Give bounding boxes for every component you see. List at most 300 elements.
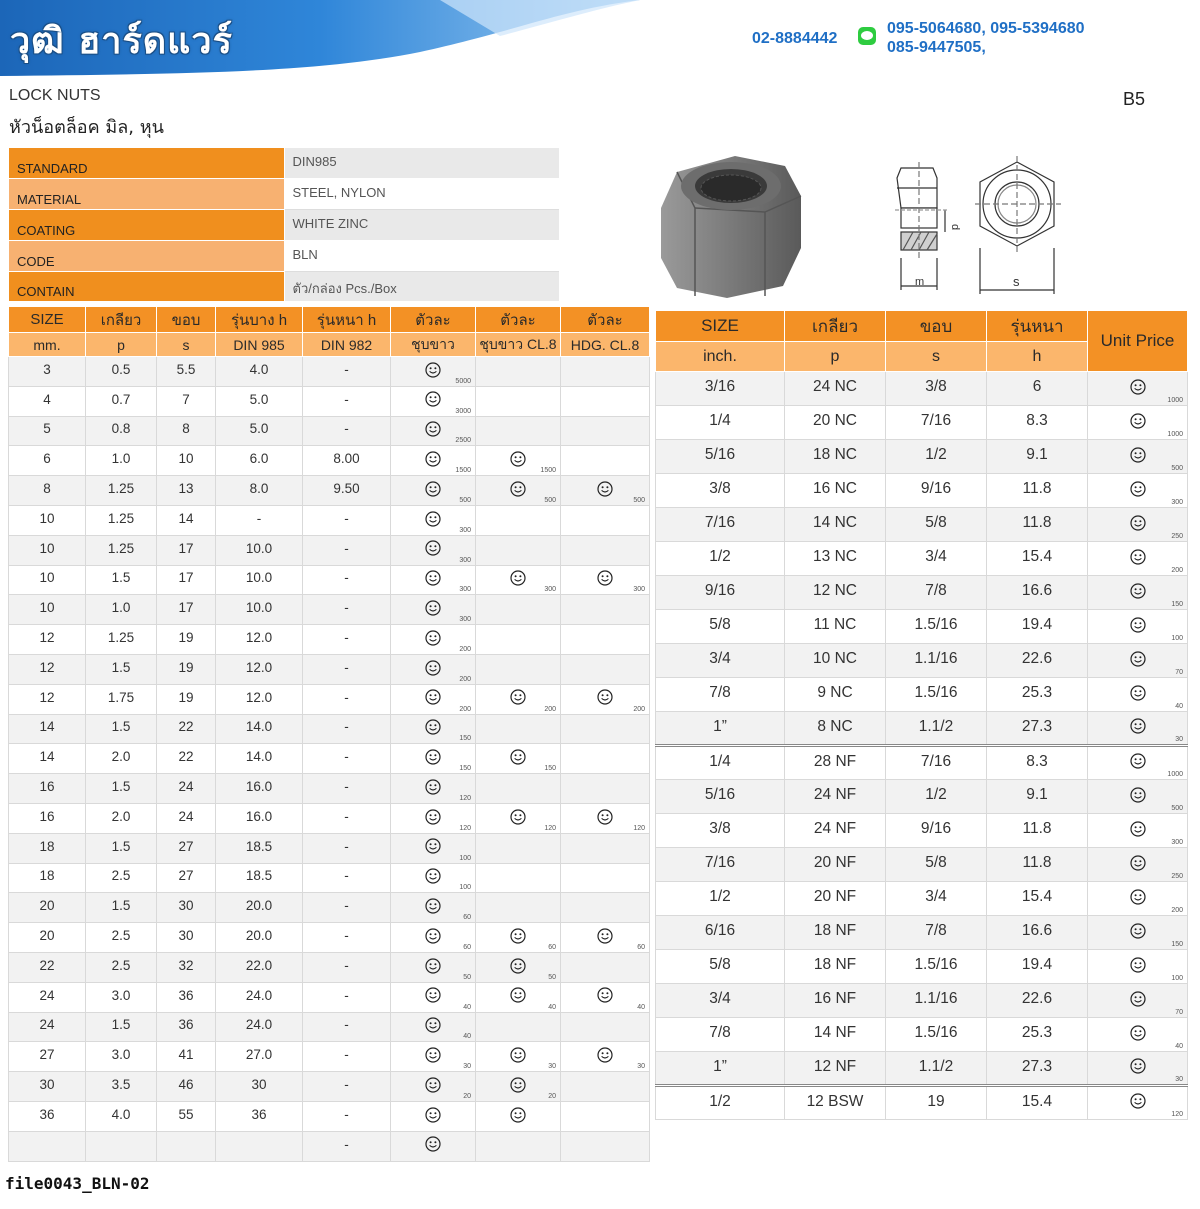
table-row — [9, 833, 650, 863]
column-header: p — [785, 342, 886, 372]
cell-hdg-cl8-price-empty — [561, 505, 650, 535]
phone-mobile[interactable] — [887, 19, 1085, 57]
cell-s: 3/4 — [886, 542, 987, 576]
cell-white-zinc-price[interactable] — [391, 1042, 476, 1072]
cell-white-zinc-cl8-price-empty — [476, 654, 561, 684]
cell-hdg-cl8-price[interactable] — [561, 684, 650, 714]
column-header: เกลียว — [785, 311, 886, 342]
cell-pitch — [86, 1131, 157, 1161]
document-title: LOCK NUTS — [9, 87, 101, 104]
table-row — [656, 406, 1188, 440]
cell-size: 3/8 — [656, 814, 785, 848]
smiley-price-icon — [1130, 991, 1146, 1007]
cell-pitch: 24 NF — [785, 780, 886, 814]
box-qty: 40 — [1175, 1043, 1183, 1050]
smiley-price-icon — [1130, 923, 1146, 939]
cell-size: 3/4 — [656, 644, 785, 678]
box-qty: 150 — [544, 765, 556, 773]
cell-pitch: 2.5 — [86, 952, 157, 982]
cell-pitch: 12 BSW — [785, 1086, 886, 1120]
table-row — [9, 893, 650, 923]
cell-thin: 10.0 — [216, 535, 303, 565]
table-row — [9, 625, 650, 655]
cell-white-zinc-price[interactable] — [391, 923, 476, 953]
cell-s — [157, 1131, 216, 1161]
cell-white-zinc-price[interactable] — [391, 535, 476, 565]
cell-h: 19.4 — [987, 610, 1088, 644]
column-header: h — [987, 342, 1088, 372]
cell-unit-price[interactable] — [1088, 814, 1188, 848]
box-qty: 200 — [459, 675, 471, 683]
box-qty: 300 — [459, 526, 471, 534]
cell-hdg-cl8-price[interactable] — [561, 1042, 650, 1072]
smiley-price-icon — [425, 600, 441, 616]
box-qty: 200 — [633, 705, 645, 713]
smiley-price-icon — [510, 1107, 526, 1123]
cell-pitch: 2.5 — [86, 863, 157, 893]
cell-thick: - — [303, 357, 391, 387]
cell-white-zinc-cl8-price[interactable] — [476, 982, 561, 1012]
box-qty: 150 — [459, 765, 471, 773]
cell-unit-price[interactable] — [1088, 610, 1188, 644]
cell-size: 10 — [9, 505, 86, 535]
cell-unit-price[interactable] — [1088, 916, 1188, 950]
table-row — [9, 1072, 650, 1102]
smiley-price-icon — [425, 570, 441, 586]
table-row — [656, 440, 1188, 474]
cell-white-zinc-cl8-price[interactable] — [476, 1101, 561, 1131]
cell-white-zinc-price[interactable] — [391, 476, 476, 506]
cell-s: 1/2 — [886, 440, 987, 474]
table-row — [9, 565, 650, 595]
cell-white-zinc-cl8-price[interactable] — [476, 1042, 561, 1072]
cell-s: 1.5/16 — [886, 678, 987, 712]
box-qty: 60 — [548, 943, 556, 951]
cell-thick: - — [303, 565, 391, 595]
table-row — [656, 1086, 1188, 1120]
file-name: file0043_BLN-02 — [5, 1174, 150, 1193]
cell-size: 3/16 — [656, 372, 785, 406]
cell-size: 8 — [9, 476, 86, 506]
table-row — [9, 1012, 650, 1042]
box-qty: 100 — [1171, 635, 1183, 642]
cell-thick: - — [303, 1101, 391, 1131]
cell-white-zinc-price[interactable] — [391, 595, 476, 625]
box-qty: 200 — [459, 645, 471, 653]
cell-thin: 14.0 — [216, 744, 303, 774]
cell-white-zinc-price[interactable] — [391, 446, 476, 476]
cell-pitch: 1.5 — [86, 893, 157, 923]
box-qty: 300 — [459, 586, 471, 594]
cell-hdg-cl8-price[interactable] — [561, 803, 650, 833]
cell-white-zinc-price[interactable] — [391, 505, 476, 535]
cell-unit-price[interactable] — [1088, 372, 1188, 406]
cell-thin: 10.0 — [216, 565, 303, 595]
smiley-price-icon — [425, 451, 441, 467]
cell-white-zinc-cl8-price[interactable] — [476, 565, 561, 595]
smiley-price-icon — [597, 481, 613, 497]
box-qty: 250 — [1171, 533, 1183, 540]
cell-size: 10 — [9, 595, 86, 625]
cell-hdg-cl8-price-empty — [561, 774, 650, 804]
spec-label: CONTAIN — [9, 271, 284, 302]
cell-size: 7/8 — [656, 678, 785, 712]
cell-s: 36 — [157, 982, 216, 1012]
cell-h: 19.4 — [987, 950, 1088, 984]
smiley-price-icon — [425, 779, 441, 795]
table-row — [656, 508, 1188, 542]
smiley-price-icon — [510, 987, 526, 1003]
cell-hdg-cl8-price-empty — [561, 595, 650, 625]
cell-size: 20 — [9, 893, 86, 923]
cell-hdg-cl8-price-empty — [561, 654, 650, 684]
column-header: SIZE — [9, 307, 86, 333]
cell-thin: 5.0 — [216, 386, 303, 416]
cell-white-zinc-cl8-price[interactable] — [476, 744, 561, 774]
smiley-price-icon — [510, 809, 526, 825]
cell-thin: 20.0 — [216, 923, 303, 953]
cell-thick: - — [303, 1042, 391, 1072]
cell-h: 16.6 — [987, 576, 1088, 610]
cell-unit-price[interactable] — [1088, 712, 1188, 746]
cell-thin: 5.0 — [216, 416, 303, 446]
cell-size: 7/16 — [656, 508, 785, 542]
cell-thin: 24.0 — [216, 1012, 303, 1042]
smiley-price-icon — [510, 451, 526, 467]
table-row — [656, 950, 1188, 984]
cell-white-zinc-price[interactable] — [391, 774, 476, 804]
cell-unit-price[interactable] — [1088, 746, 1188, 780]
smiley-price-icon — [510, 1077, 526, 1093]
cell-size: 14 — [9, 714, 86, 744]
table-row — [656, 678, 1188, 712]
column-header: inch. — [656, 342, 785, 372]
cell-s: 30 — [157, 923, 216, 953]
cell-white-zinc-cl8-price-empty — [476, 714, 561, 744]
smiley-price-icon — [425, 1077, 441, 1093]
cell-h: 9.1 — [987, 780, 1088, 814]
phone-main[interactable]: 02-8884442 — [752, 30, 838, 47]
cell-white-zinc-price[interactable] — [391, 714, 476, 744]
cell-white-zinc-price[interactable] — [391, 1072, 476, 1102]
smiley-price-icon — [425, 362, 441, 378]
cell-white-zinc-price[interactable] — [391, 416, 476, 446]
cell-s: 46 — [157, 1072, 216, 1102]
smiley-price-icon — [1130, 617, 1146, 633]
smiley-price-icon — [425, 630, 441, 646]
cell-h: 22.6 — [987, 984, 1088, 1018]
cell-white-zinc-price[interactable] — [391, 744, 476, 774]
spec-row — [9, 240, 559, 271]
cell-hdg-cl8-price-empty — [561, 416, 650, 446]
cell-size: 1/4 — [656, 406, 785, 440]
cell-hdg-cl8-price-empty — [561, 1131, 650, 1161]
box-qty: 40 — [548, 1003, 556, 1011]
cell-s: 1.1/2 — [886, 712, 987, 746]
table-row — [9, 416, 650, 446]
cell-s: 19 — [157, 654, 216, 684]
cell-size: 18 — [9, 863, 86, 893]
cell-white-zinc-cl8-price-empty — [476, 833, 561, 863]
cell-white-zinc-cl8-price[interactable] — [476, 803, 561, 833]
cell-thin: 6.0 — [216, 446, 303, 476]
cell-hdg-cl8-price[interactable] — [561, 923, 650, 953]
cell-unit-price[interactable] — [1088, 474, 1188, 508]
spec-row — [9, 271, 559, 302]
cell-white-zinc-price[interactable] — [391, 863, 476, 893]
table-row — [9, 952, 650, 982]
cell-pitch: 8 NC — [785, 712, 886, 746]
spec-row — [9, 210, 559, 241]
cell-size: 3 — [9, 357, 86, 387]
cell-unit-price[interactable] — [1088, 882, 1188, 916]
cell-white-zinc-price[interactable] — [391, 357, 476, 387]
cell-white-zinc-price[interactable] — [391, 833, 476, 863]
cell-unit-price[interactable] — [1088, 780, 1188, 814]
cell-size: 18 — [9, 833, 86, 863]
smiley-price-icon — [1130, 821, 1146, 837]
smiley-price-icon — [1130, 957, 1146, 973]
smiley-price-icon — [1130, 481, 1146, 497]
table-row — [656, 746, 1188, 780]
cell-hdg-cl8-price[interactable] — [561, 982, 650, 1012]
table-row — [9, 714, 650, 744]
box-qty: 20 — [548, 1092, 556, 1100]
cell-size: 24 — [9, 982, 86, 1012]
cell-h: 9.1 — [987, 440, 1088, 474]
cell-white-zinc-cl8-price-empty — [476, 1012, 561, 1042]
smiley-price-icon — [597, 809, 613, 825]
inch-lock-nut-table — [655, 310, 1188, 1120]
cell-s: 5/8 — [886, 848, 987, 882]
table-row — [9, 505, 650, 535]
cell-hdg-cl8-price[interactable] — [561, 565, 650, 595]
cell-white-zinc-price[interactable] — [391, 625, 476, 655]
cell-h: 8.3 — [987, 746, 1088, 780]
cell-thin: - — [216, 505, 303, 535]
phone-mobile-line1: 095-5064680, 095-5394680 — [887, 20, 1085, 37]
cell-size: 4 — [9, 386, 86, 416]
box-qty: 200 — [1171, 907, 1183, 914]
cell-thick: - — [303, 654, 391, 684]
cell-size: 7/16 — [656, 848, 785, 882]
table-row — [656, 1052, 1188, 1086]
cell-pitch: 0.7 — [86, 386, 157, 416]
cell-hdg-cl8-price-empty — [561, 357, 650, 387]
cell-white-zinc-cl8-price[interactable] — [476, 476, 561, 506]
cell-thin: 24.0 — [216, 982, 303, 1012]
cell-s: 19 — [157, 684, 216, 714]
column-header: ตัวละ — [476, 307, 561, 333]
page-code: B5 — [1123, 89, 1146, 109]
cell-s: 7/8 — [886, 916, 987, 950]
table-row — [9, 923, 650, 953]
cell-unit-price[interactable] — [1088, 1018, 1188, 1052]
cell-white-zinc-price[interactable] — [391, 982, 476, 1012]
spec-label: STANDARD — [9, 148, 284, 179]
cell-white-zinc-cl8-price-empty — [476, 505, 561, 535]
cell-pitch: 18 NF — [785, 950, 886, 984]
cell-hdg-cl8-price-empty — [561, 535, 650, 565]
cell-h: 25.3 — [987, 678, 1088, 712]
cell-s: 1/2 — [886, 780, 987, 814]
cell-pitch: 1.5 — [86, 654, 157, 684]
smiley-price-icon — [597, 689, 613, 705]
cell-s: 7/16 — [886, 746, 987, 780]
cell-size: 1” — [656, 1052, 785, 1086]
cell-thin: 4.0 — [216, 357, 303, 387]
cell-white-zinc-price[interactable] — [391, 1012, 476, 1042]
cell-white-zinc-cl8-price[interactable] — [476, 684, 561, 714]
drawing-label-m: m — [915, 276, 925, 288]
cell-white-zinc-price[interactable] — [391, 952, 476, 982]
column-header: DIN 985 — [216, 333, 303, 357]
cell-unit-price[interactable] — [1088, 1086, 1188, 1120]
cell-pitch: 0.8 — [86, 416, 157, 446]
cell-white-zinc-price[interactable] — [391, 803, 476, 833]
smiley-price-icon — [510, 749, 526, 765]
box-qty: 250 — [1171, 873, 1183, 880]
cell-white-zinc-cl8-price[interactable] — [476, 923, 561, 953]
cell-size: 1” — [656, 712, 785, 746]
cell-hdg-cl8-price-empty — [561, 1012, 650, 1042]
table-row — [656, 984, 1188, 1018]
cell-white-zinc-cl8-price[interactable] — [476, 952, 561, 982]
box-qty: 50 — [548, 973, 556, 981]
cell-thin: 12.0 — [216, 654, 303, 684]
box-qty: 500 — [1171, 805, 1183, 812]
smiley-price-icon — [1130, 515, 1146, 531]
cell-s: 8 — [157, 416, 216, 446]
cell-size: 10 — [9, 535, 86, 565]
smiley-price-icon — [425, 481, 441, 497]
table-row — [9, 595, 650, 625]
nut-side-view — [895, 162, 949, 290]
spec-row — [9, 179, 559, 210]
cell-unit-price[interactable] — [1088, 950, 1188, 984]
cell-unit-price[interactable] — [1088, 542, 1188, 576]
cell-s: 7 — [157, 386, 216, 416]
cell-thick: - — [303, 952, 391, 982]
table-row — [656, 916, 1188, 950]
cell-size: 6 — [9, 446, 86, 476]
box-qty: 50 — [463, 973, 471, 981]
cell-h: 11.8 — [987, 474, 1088, 508]
cell-unit-price[interactable] — [1088, 576, 1188, 610]
cell-s: 9/16 — [886, 474, 987, 508]
cell-pitch: 18 NF — [785, 916, 886, 950]
cell-h: 16.6 — [987, 916, 1088, 950]
cell-thin: 18.5 — [216, 833, 303, 863]
box-qty: 60 — [463, 914, 471, 922]
table-row — [9, 446, 650, 476]
cell-size: 27 — [9, 1042, 86, 1072]
cell-pitch: 3.0 — [86, 1042, 157, 1072]
cell-h: 11.8 — [987, 814, 1088, 848]
box-qty: 40 — [637, 1003, 645, 1011]
smiley-price-icon — [425, 1107, 441, 1123]
cell-size: 1/2 — [656, 882, 785, 916]
column-header: ตัวละ — [391, 307, 476, 333]
box-qty: 300 — [459, 616, 471, 624]
cell-white-zinc-cl8-price[interactable] — [476, 1072, 561, 1102]
smiley-price-icon — [1130, 1093, 1146, 1109]
box-qty: 120 — [459, 824, 471, 832]
cell-unit-price[interactable] — [1088, 1052, 1188, 1086]
cell-size: 1/2 — [656, 1086, 785, 1120]
cell-white-zinc-price[interactable] — [391, 386, 476, 416]
cell-white-zinc-price[interactable] — [391, 1131, 476, 1161]
cell-thin: 16.0 — [216, 774, 303, 804]
cell-pitch: 20 NF — [785, 882, 886, 916]
cell-pitch: 28 NF — [785, 746, 886, 780]
cell-size: 14 — [9, 744, 86, 774]
cell-size: 5/16 — [656, 780, 785, 814]
cell-hdg-cl8-price-empty — [561, 863, 650, 893]
smiley-price-icon — [1130, 685, 1146, 701]
cell-unit-price[interactable] — [1088, 984, 1188, 1018]
cell-unit-price[interactable] — [1088, 848, 1188, 882]
cell-thick: - — [303, 893, 391, 923]
cell-pitch: 3.5 — [86, 1072, 157, 1102]
table-row — [656, 644, 1188, 678]
box-qty: 200 — [544, 705, 556, 713]
cell-white-zinc-cl8-price-empty — [476, 1131, 561, 1161]
smiley-price-icon — [1130, 718, 1146, 734]
cell-thick: - — [303, 714, 391, 744]
cell-white-zinc-price[interactable] — [391, 654, 476, 684]
cell-white-zinc-price[interactable] — [391, 1101, 476, 1131]
cell-unit-price[interactable] — [1088, 644, 1188, 678]
cell-white-zinc-price[interactable] — [391, 565, 476, 595]
cell-white-zinc-cl8-price[interactable] — [476, 446, 561, 476]
cell-unit-price[interactable] — [1088, 406, 1188, 440]
smiley-price-icon — [425, 421, 441, 437]
cell-thick: - — [303, 833, 391, 863]
cell-h: 22.6 — [987, 644, 1088, 678]
cell-white-zinc-price[interactable] — [391, 684, 476, 714]
smiley-price-icon — [1130, 583, 1146, 599]
cell-size: 16 — [9, 774, 86, 804]
table-row — [656, 882, 1188, 916]
cell-thick: - — [303, 416, 391, 446]
brand-logo-text: วุฒิ ฮาร์ดแวร์ — [10, 21, 233, 62]
cell-h: 15.4 — [987, 882, 1088, 916]
box-qty: 60 — [463, 943, 471, 951]
cell-hdg-cl8-price-empty — [561, 625, 650, 655]
box-qty: 120 — [633, 824, 645, 832]
cell-s: 19 — [886, 1086, 987, 1120]
cell-h: 15.4 — [987, 1086, 1088, 1120]
cell-h: 6 — [987, 372, 1088, 406]
cell-hdg-cl8-price[interactable] — [561, 476, 650, 506]
cell-unit-price[interactable] — [1088, 440, 1188, 474]
cell-thick: - — [303, 1012, 391, 1042]
box-qty: 150 — [459, 735, 471, 743]
cell-s: 3/8 — [886, 372, 987, 406]
smiley-price-icon — [425, 1136, 441, 1152]
box-qty: 1000 — [1167, 431, 1183, 438]
cell-unit-price[interactable] — [1088, 508, 1188, 542]
cell-white-zinc-price[interactable] — [391, 893, 476, 923]
cell-h: 15.4 — [987, 542, 1088, 576]
column-header: s — [157, 333, 216, 357]
smiley-price-icon — [510, 958, 526, 974]
cell-unit-price[interactable] — [1088, 678, 1188, 712]
box-qty: 5000 — [455, 377, 471, 385]
box-qty: 500 — [544, 496, 556, 504]
smiley-price-icon — [597, 570, 613, 586]
